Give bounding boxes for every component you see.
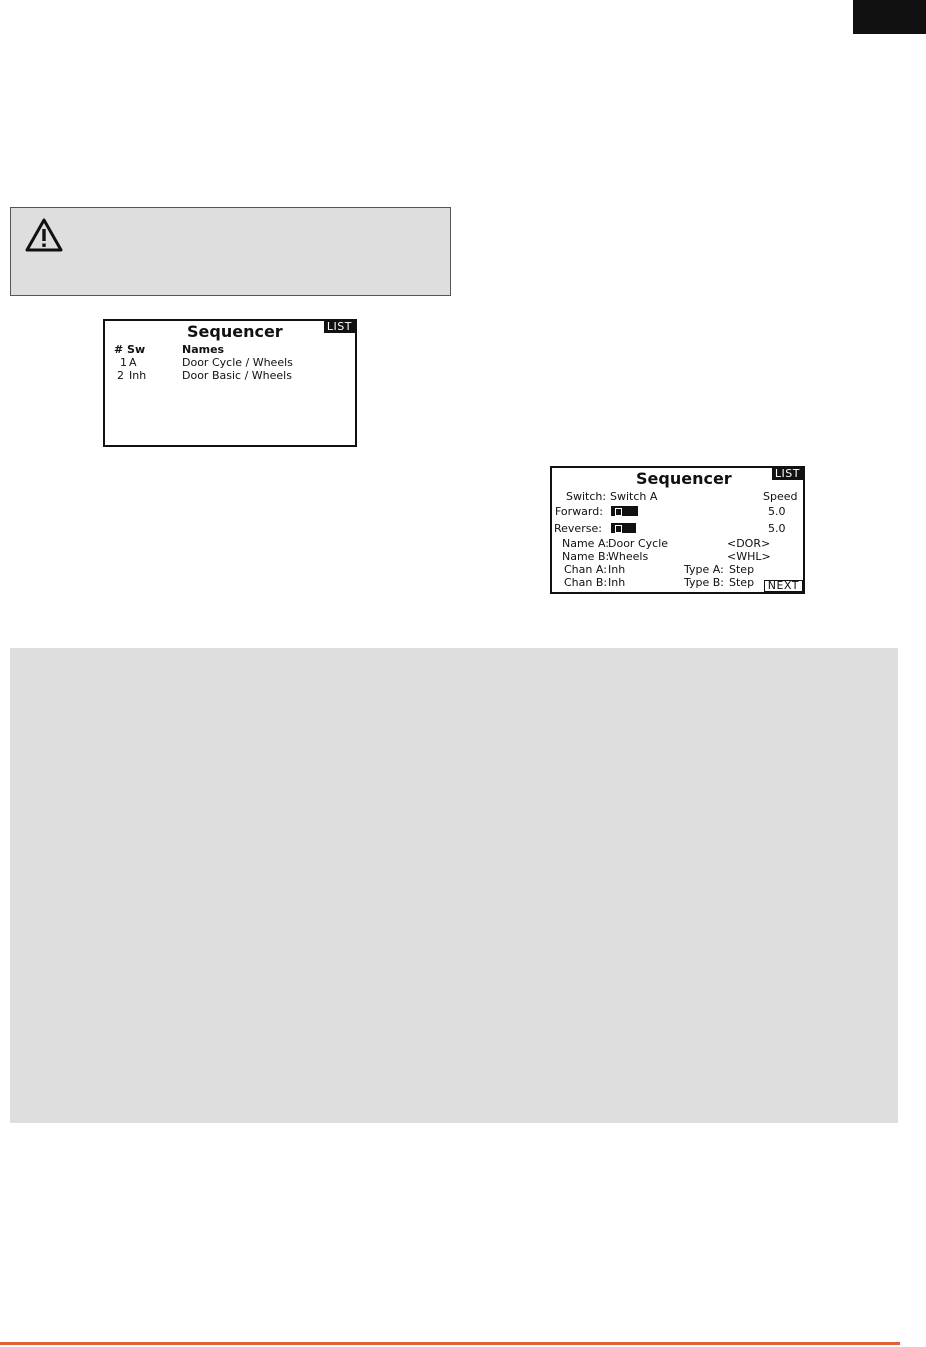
list-tag[interactable]: LIST xyxy=(772,468,803,480)
column-header-num-sw: # Sw xyxy=(114,343,146,356)
chan-b-label: Chan B: xyxy=(564,576,608,589)
name-a-abbr[interactable]: <DOR> xyxy=(727,537,771,550)
reverse-label: Reverse: xyxy=(554,522,602,535)
warning-box xyxy=(10,207,451,296)
reverse-position-selector[interactable] xyxy=(611,523,636,533)
forward-position-selector[interactable] xyxy=(611,506,638,516)
next-button[interactable]: NEXT xyxy=(764,580,803,592)
chan-a-label: Chan A: xyxy=(564,563,607,576)
row-2-num: 2 xyxy=(117,369,124,382)
row-2-switch[interactable]: Inh xyxy=(129,369,147,382)
reverse-speed[interactable]: 5.0 xyxy=(768,522,786,535)
name-b-abbr[interactable]: <WHL> xyxy=(727,550,771,563)
row-2-names[interactable]: Door Basic / Wheels xyxy=(182,369,292,382)
column-header-names: Names xyxy=(182,343,225,356)
forward-speed[interactable]: 5.0 xyxy=(768,505,786,518)
type-b-label: Type B: xyxy=(684,576,725,589)
row-1-num: 1 xyxy=(120,356,127,369)
name-b-label: Name B: xyxy=(562,550,610,563)
sequencer-setup-screen xyxy=(550,466,805,594)
screen-title: Sequencer xyxy=(636,469,732,488)
screen-title: Sequencer xyxy=(187,322,283,341)
chan-b-value[interactable]: Inh xyxy=(608,576,626,589)
type-a-value[interactable]: Step xyxy=(729,563,755,576)
switch-label: Switch: xyxy=(566,490,607,503)
chan-a-value[interactable]: Inh xyxy=(608,563,626,576)
speed-label: Speed xyxy=(763,490,798,503)
footer-rule xyxy=(0,1342,900,1345)
type-b-value[interactable]: Step xyxy=(729,576,755,589)
type-a-label: Type A: xyxy=(684,563,724,576)
name-a-label: Name A: xyxy=(562,537,609,550)
list-tag[interactable]: LIST xyxy=(324,321,355,333)
sequencer-list-screen xyxy=(103,319,357,447)
name-b-value[interactable]: Wheels xyxy=(608,550,649,563)
switch-value[interactable]: Switch A xyxy=(610,490,658,503)
page-corner-tab xyxy=(853,0,926,34)
warning-triangle-icon xyxy=(25,218,63,252)
forward-label: Forward: xyxy=(555,505,603,518)
row-1-names[interactable]: Door Cycle / Wheels xyxy=(182,356,293,369)
row-1-switch[interactable]: A xyxy=(129,356,137,369)
name-a-value[interactable]: Door Cycle xyxy=(608,537,669,550)
gray-section-panel xyxy=(10,648,898,1123)
